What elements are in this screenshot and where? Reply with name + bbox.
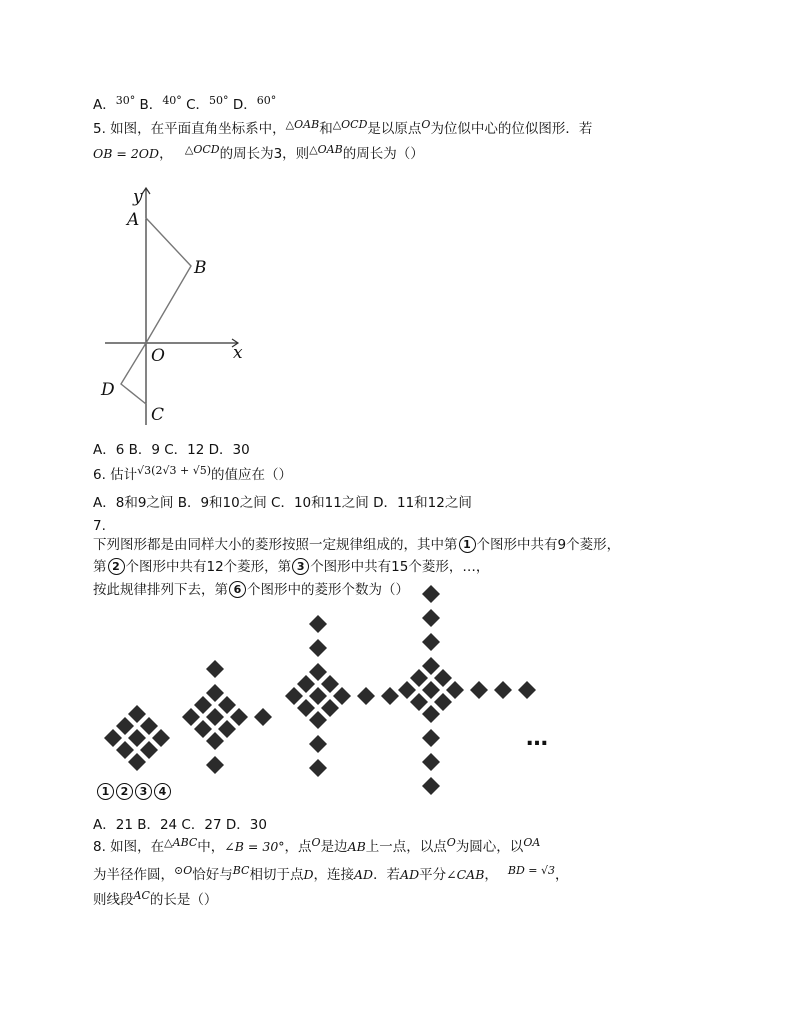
figure-4-rhombus-13 xyxy=(494,681,512,699)
q7-number: 7. xyxy=(93,518,106,534)
figure-4-rhombus-16 xyxy=(422,753,440,771)
q8-line3 xyxy=(93,891,217,910)
circled-3: 3 xyxy=(292,558,309,575)
figure-1-rhombus-3 xyxy=(140,717,158,735)
figure-1-rhombus-7 xyxy=(140,741,158,759)
triangle-ocd-2: △OCD xyxy=(184,143,220,156)
label-b: B xyxy=(194,258,207,278)
figure-1-rhombus-1 xyxy=(116,717,134,735)
figure-1-rhombus-6 xyxy=(152,729,170,747)
q8-l2g: ， xyxy=(484,867,498,883)
q8-line2 xyxy=(93,866,569,885)
figure-label-1: 1 xyxy=(97,783,114,800)
figure-1-rhombus-0 xyxy=(128,705,146,723)
q6-tail: 的值应在（） xyxy=(211,467,292,483)
q8-l1b: 中， xyxy=(197,839,225,855)
q8-l2e: ．若 xyxy=(373,867,401,883)
q5-perimeter: 的周长为3，则 xyxy=(219,146,310,162)
q5-mid: 是以原点 xyxy=(367,121,422,137)
q5-ask: 的周长为（） xyxy=(342,146,424,162)
circle-o: ⊙O xyxy=(174,864,193,877)
option-b: B． xyxy=(139,97,163,113)
q5-condition: OB = 2OD xyxy=(93,146,160,161)
figure-1-rhombus-8 xyxy=(128,753,146,771)
q8-l3b: 的长是（） xyxy=(149,892,218,908)
figure-3-rhombus-11 xyxy=(357,687,375,705)
figure-3-rhombus-1 xyxy=(297,675,315,693)
q8-l2a: 为半径作圆， xyxy=(93,867,174,883)
figure-4-rhombus-15 xyxy=(422,729,440,747)
figure-3-rhombus-5 xyxy=(297,699,315,717)
figure-4-rhombus-6 xyxy=(446,681,464,699)
q8-l1a: 8. 如图，在 xyxy=(93,839,165,855)
point-o: O xyxy=(311,836,321,849)
option-c-value: 50° xyxy=(209,94,229,107)
figure-2-rhombus-9 xyxy=(206,660,224,678)
figure-4-rhombus-12 xyxy=(470,681,488,699)
q8-l1e: 上一点，以点 xyxy=(365,839,447,855)
figure-4-rhombus-17 xyxy=(422,777,440,795)
figure-4-rhombus-9 xyxy=(422,633,440,651)
q7-l3a: 按此规律排列下去，第 xyxy=(93,582,228,598)
q5-options: A．6 B．9 C．12 D．30 xyxy=(93,442,250,458)
q7-l3b: 个图形中的菱形个数为（） xyxy=(247,582,409,598)
q7-rhombus-figures xyxy=(0,600,794,780)
q7-l1b: 个图形中共有9个菱形， xyxy=(476,537,621,553)
q8-line1 xyxy=(93,838,540,857)
figure-4-rhombus-4 xyxy=(422,681,440,699)
figure-2-rhombus-8 xyxy=(206,732,224,750)
figure-2-rhombus-4 xyxy=(206,708,224,726)
figure-3-rhombus-14 xyxy=(309,759,327,777)
option-d: D． xyxy=(232,97,257,113)
figure-3-rhombus-3 xyxy=(321,675,339,693)
figure-3-rhombus-6 xyxy=(333,687,351,705)
figure-4-rhombus-7 xyxy=(434,693,452,711)
radius-oa: OA xyxy=(523,836,541,849)
figure-3-rhombus-7 xyxy=(321,699,339,717)
figure-3-rhombus-0 xyxy=(309,663,327,681)
figure-1-rhombus-5 xyxy=(116,741,134,759)
figure-4-rhombus-14 xyxy=(518,681,536,699)
figure-2-rhombus-1 xyxy=(194,696,212,714)
q7-l2b: 个图形中共有12个菱形，第 xyxy=(125,559,292,575)
circled-1: 1 xyxy=(459,536,476,553)
side-ab: AB xyxy=(347,839,366,854)
figure-1-rhombus-2 xyxy=(104,729,122,747)
triangle-oab-shape xyxy=(146,218,191,343)
figure-2-rhombus-0 xyxy=(206,684,224,702)
circled-2: 2 xyxy=(108,558,125,575)
q7-l1a: 下列图形都是由同样大小的菱形按照一定规律组成的，其中第 xyxy=(93,537,458,553)
q5-question-line2 xyxy=(93,145,424,164)
figure-4-rhombus-2 xyxy=(398,681,416,699)
figure-label-4: 4 xyxy=(154,783,171,800)
figure-2-rhombus-10 xyxy=(254,708,272,726)
angle-cab: ∠CAB xyxy=(446,867,485,882)
circled-6: 6 xyxy=(229,581,246,598)
triangle-abc: △ABC xyxy=(164,836,198,849)
q7-line2 xyxy=(93,558,489,576)
q5-tail: 为位似中心的位似图形．若 xyxy=(430,121,593,137)
figure-2-rhombus-2 xyxy=(182,708,200,726)
figure-4-rhombus-3 xyxy=(434,669,452,687)
q5-coordinate-figure xyxy=(95,180,255,430)
q8-l2f: 平分 xyxy=(419,867,447,883)
label-y: y xyxy=(133,187,143,207)
label-o: O xyxy=(151,346,165,366)
figure-3-rhombus-10 xyxy=(309,615,327,633)
q5-question-line1 xyxy=(93,120,592,139)
triangle-ocd-shape xyxy=(121,343,146,404)
q7-l2a: 第 xyxy=(93,559,107,575)
figure-3-rhombus-2 xyxy=(285,687,303,705)
q6-options: A．8和9之间 B．9和10之间 C．10和11之间 D．11和12之间 xyxy=(93,495,472,511)
figure-label-2: 2 xyxy=(116,783,133,800)
q7-line3 xyxy=(93,581,409,599)
figure-4-rhombus-0 xyxy=(422,657,440,675)
ellipsis: … xyxy=(526,726,548,751)
figure-3-rhombus-8 xyxy=(309,711,327,729)
side-bc: BC xyxy=(232,864,250,877)
figure-3-rhombus-12 xyxy=(381,687,399,705)
figure-4-rhombus-8 xyxy=(422,705,440,723)
q8-l2h: ， xyxy=(555,867,569,883)
q8-l1f: 为圆心，以 xyxy=(455,839,524,855)
figure-4-rhombus-5 xyxy=(410,693,428,711)
figure-4-rhombus-11 xyxy=(422,585,440,603)
angle-b: ∠B = 30° xyxy=(224,839,285,854)
q7-options: A．21 B．24 C．27 D．30 xyxy=(93,817,267,833)
figure-4-rhombus-1 xyxy=(410,669,428,687)
figure-2-rhombus-6 xyxy=(230,708,248,726)
segment-ad-2: AD xyxy=(400,867,420,882)
q8-l2d: ，连接 xyxy=(313,867,354,883)
q8-l2b: 恰好与 xyxy=(192,867,233,883)
bd-value: BD = √3 xyxy=(507,864,556,877)
q5-prefix: 5. 如图，在平面直角坐标系中， xyxy=(93,121,286,137)
label-c: C xyxy=(151,405,165,425)
option-c: C． xyxy=(186,97,210,113)
option-a-value: 30° xyxy=(115,94,136,107)
q6-prefix: 6. 估计 xyxy=(93,467,138,483)
figure-4-rhombus-10 xyxy=(422,609,440,627)
figure-3-rhombus-13 xyxy=(309,735,327,753)
triangle-oab-2: △OAB xyxy=(309,143,343,156)
q7-figure-labels xyxy=(96,783,172,801)
segment-ad: AD xyxy=(354,867,374,882)
q8-l1c: ，点 xyxy=(284,839,312,855)
point-d: D xyxy=(303,867,314,882)
option-b-value: 40° xyxy=(162,94,182,107)
figure-2-rhombus-5 xyxy=(194,720,212,738)
q7-l2c: 个图形中共有15个菱形，…， xyxy=(310,559,490,575)
figure-1-rhombus-4 xyxy=(128,729,146,747)
figure-3-rhombus-4 xyxy=(309,687,327,705)
figure-2-rhombus-3 xyxy=(218,696,236,714)
figure-label-3: 3 xyxy=(135,783,152,800)
triangle-oab: △OAB xyxy=(285,118,320,131)
q8-l1d: 是边 xyxy=(320,839,348,855)
option-d-value: 60° xyxy=(256,94,277,107)
q5-comma: ， xyxy=(159,146,173,162)
label-x: x xyxy=(233,343,243,363)
triangle-ocd: △OCD xyxy=(332,118,368,131)
option-a: A． xyxy=(93,97,116,113)
q7-line1 xyxy=(93,536,620,554)
point-o-2: O xyxy=(446,836,456,849)
label-d: D xyxy=(101,380,115,400)
q8-l3a: 则线段 xyxy=(93,892,134,908)
q5-and: 和 xyxy=(319,121,333,137)
origin-o: O xyxy=(421,118,431,131)
q8-l2c: 相切于点 xyxy=(249,867,304,883)
q6-question xyxy=(93,466,292,485)
q4-options xyxy=(93,96,276,115)
figure-3-rhombus-9 xyxy=(309,639,327,657)
label-a: A xyxy=(127,210,140,230)
figure-2-rhombus-11 xyxy=(206,756,224,774)
segment-ac: AC xyxy=(133,889,150,902)
figure-2-rhombus-7 xyxy=(218,720,236,738)
q6-expression: √3(2√3 + √5) xyxy=(137,464,211,477)
